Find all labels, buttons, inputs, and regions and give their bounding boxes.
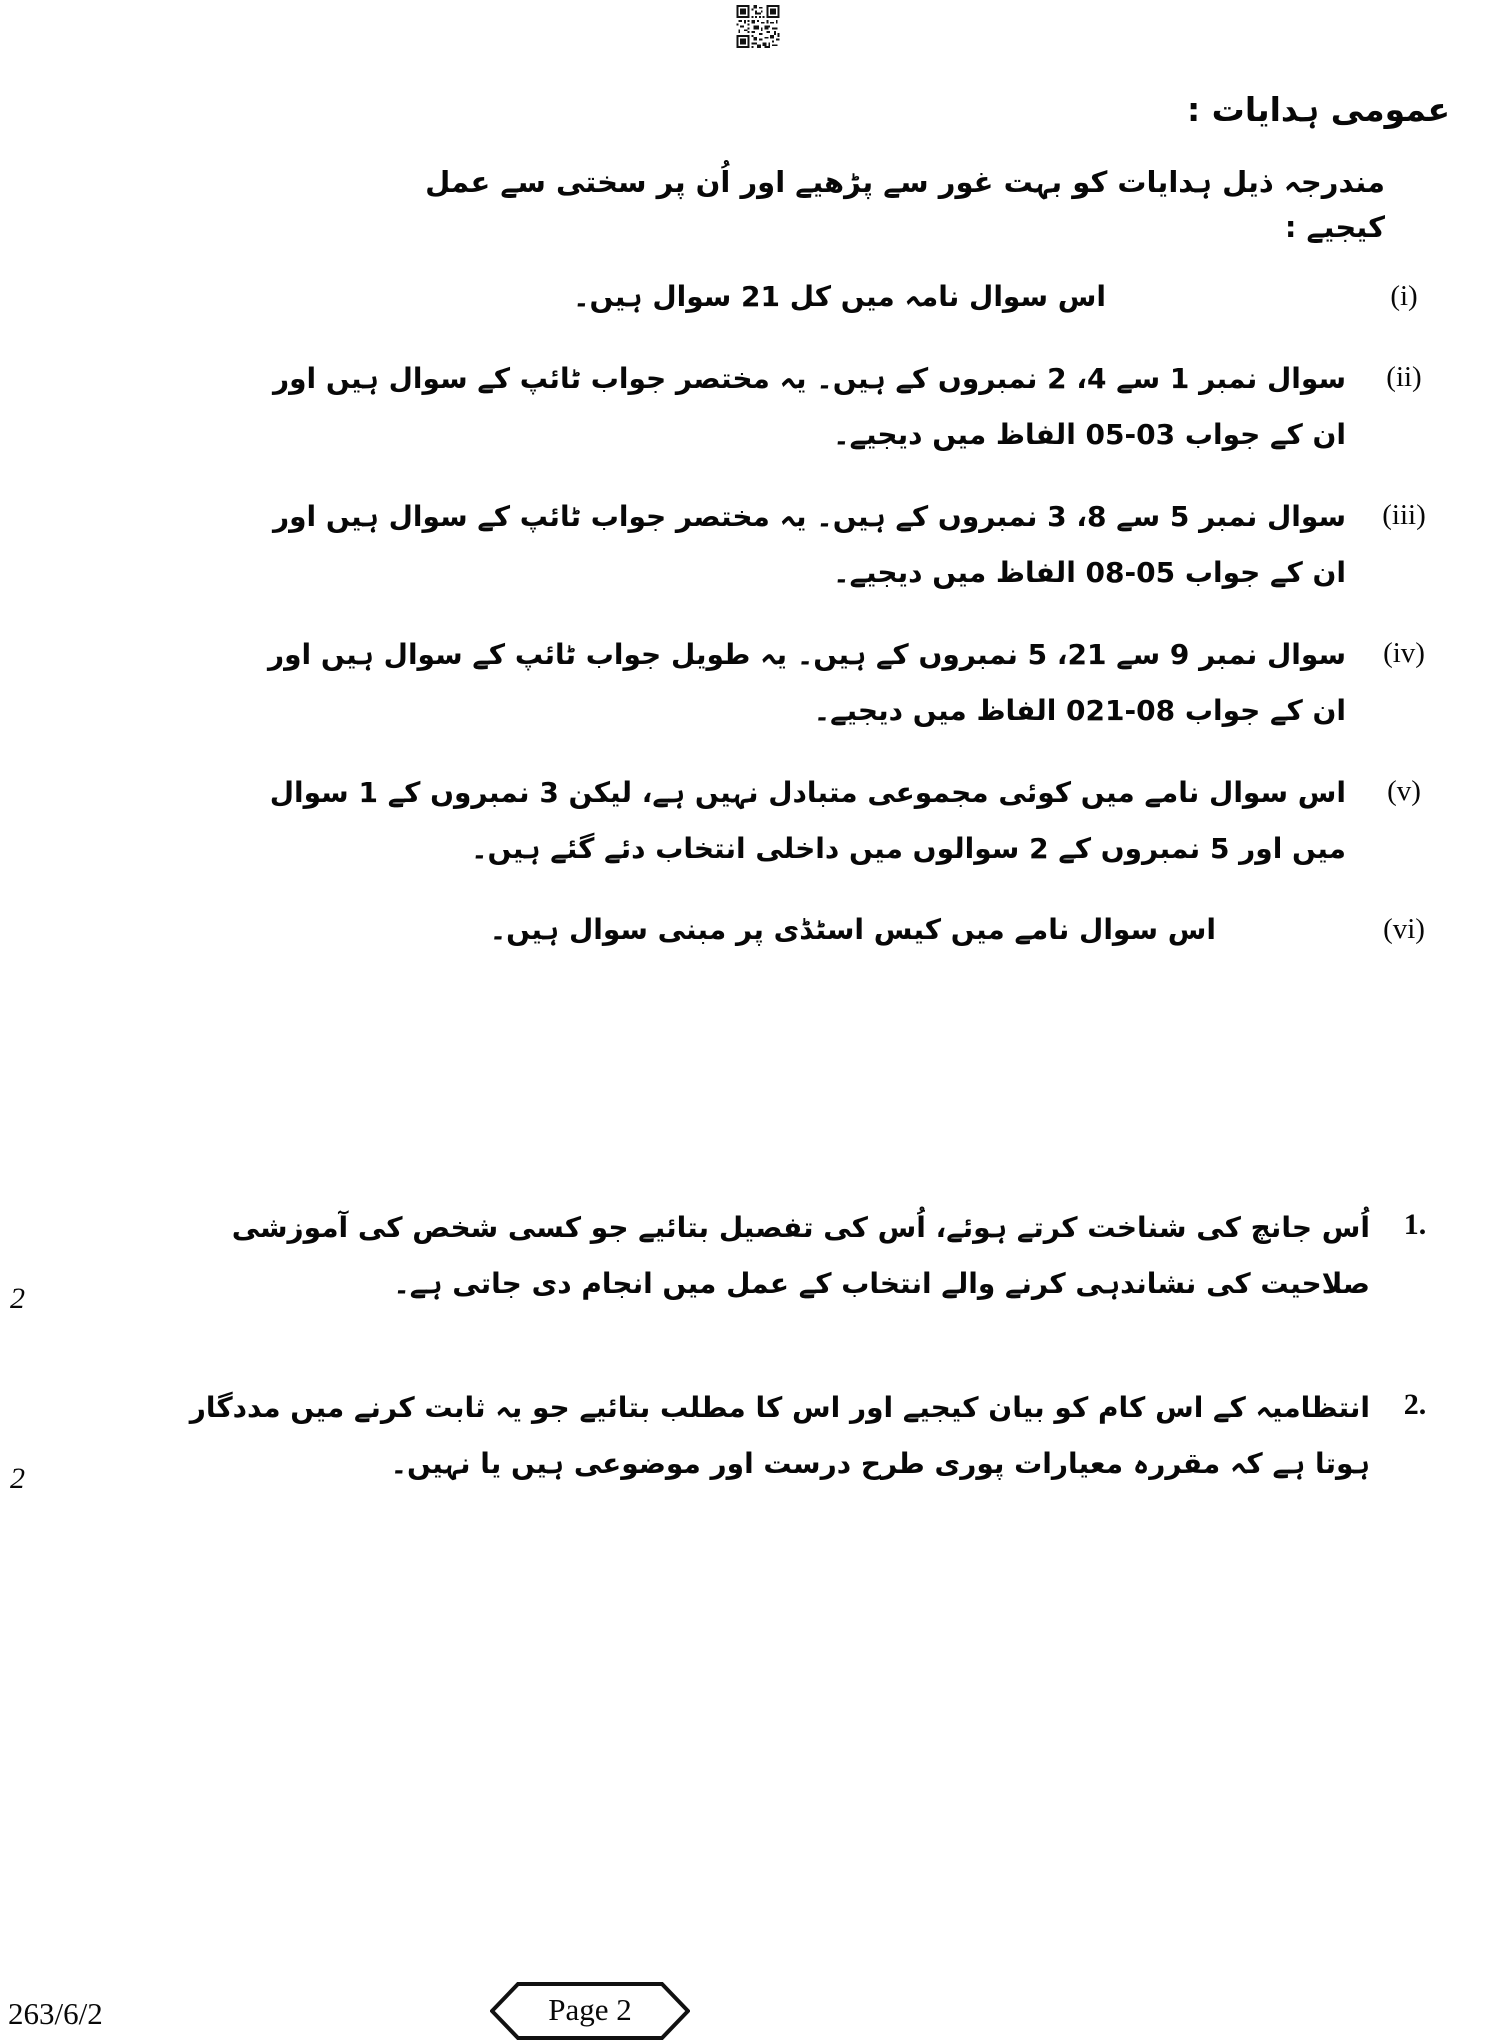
question-item [0,1380,1505,1500]
instruction-text: اس سوال نامے میں کوئی مجموعی متبادل نہیں ہے، لیکن 3 نمبروں کے 1 سوال میں اور 5 نمبروں کے 2 سوالوں میں داخلی انتخاب دئے گئے ہیں۔ [269,775,1346,865]
instruction-marker: (iii) [1382,498,1426,531]
question-list [0,1200,1505,1560]
instruction-text: اس سوال نامہ میں کل 12 سوال ہیں۔ [573,280,1106,313]
question-text: اُس جانچ کی شناخت کرتے ہوئے، اُس کی تفصیل بتائیے جو کسی شخص کی آموزشی صلاحیت کی نشاندہی کرنے والے انتخاب کے عمل میں انجام دی جاتی ہے۔ [231,1211,1370,1300]
instruction-text: سوال نمبر 5 سے 8، 3 نمبروں کے ہیں۔ یہ مختصر جواب ٹائپ کے سوال ہیں اور ان کے جواب 50-80 الفاظ میں دیجیے۔ [272,499,1346,589]
paper-code: 263/6/2 [8,1996,103,2031]
question-marks: 2 [10,1462,25,1495]
instruction-marker: (v) [1387,774,1421,807]
page-number-badge [490,1982,690,2040]
question-text: انتظامیہ کے اس کام کو بیان کیجیے اور اس کا مطلب بتائیے جو یہ ثابت کرنے میں مددگار ہوتا ہے کہ مقررہ معیارات پوری طرح درست اور موضوعی ہیں یا نہیں۔ [189,1391,1370,1480]
instruction-item [0,270,1505,325]
instruction-marker: (iv) [1383,636,1425,669]
instruction-marker: (i) [1390,280,1418,312]
question-marks: 2 [10,1282,25,1315]
instruction-list [0,270,1505,983]
qr-code [733,3,783,50]
instruction-item [0,765,1505,877]
general-instructions-subheading: مندرجہ ذیل ہدایات کو بہت غور سے پڑھیے اور اُن پر سختی سے عمل کیجیے : [425,165,1385,244]
general-instructions-heading: عمومی ہدایات : [1186,90,1450,129]
page-number-label: Page 2 [548,1992,632,2027]
instruction-item [0,903,1505,958]
instruction-text: اس سوال نامے میں کیس اسٹڈی پر مبنی سوال ہیں۔ [489,912,1216,946]
question-number: 1. [1403,1208,1427,1241]
instruction-text: سوال نمبر 1 سے 4، 2 نمبروں کے ہیں۔ یہ مختصر جواب ٹائپ کے سوال ہیں اور ان کے جواب 30-50 الفاظ میں دیجیے۔ [272,361,1346,451]
instruction-item [0,489,1505,601]
question-number: 2. [1403,1388,1427,1421]
instruction-marker: (vi) [1383,912,1425,945]
question-item [0,1200,1505,1320]
instruction-item [0,351,1505,463]
page-footer [0,1970,1505,2034]
instruction-item [0,627,1505,739]
instruction-marker: (ii) [1386,360,1422,393]
instruction-text: سوال نمبر 9 سے 12، 5 نمبروں کے ہیں۔ یہ طویل جواب ٹائپ کے سوال ہیں اور ان کے جواب 80-120 الفاظ میں دیجیے۔ [268,637,1346,727]
